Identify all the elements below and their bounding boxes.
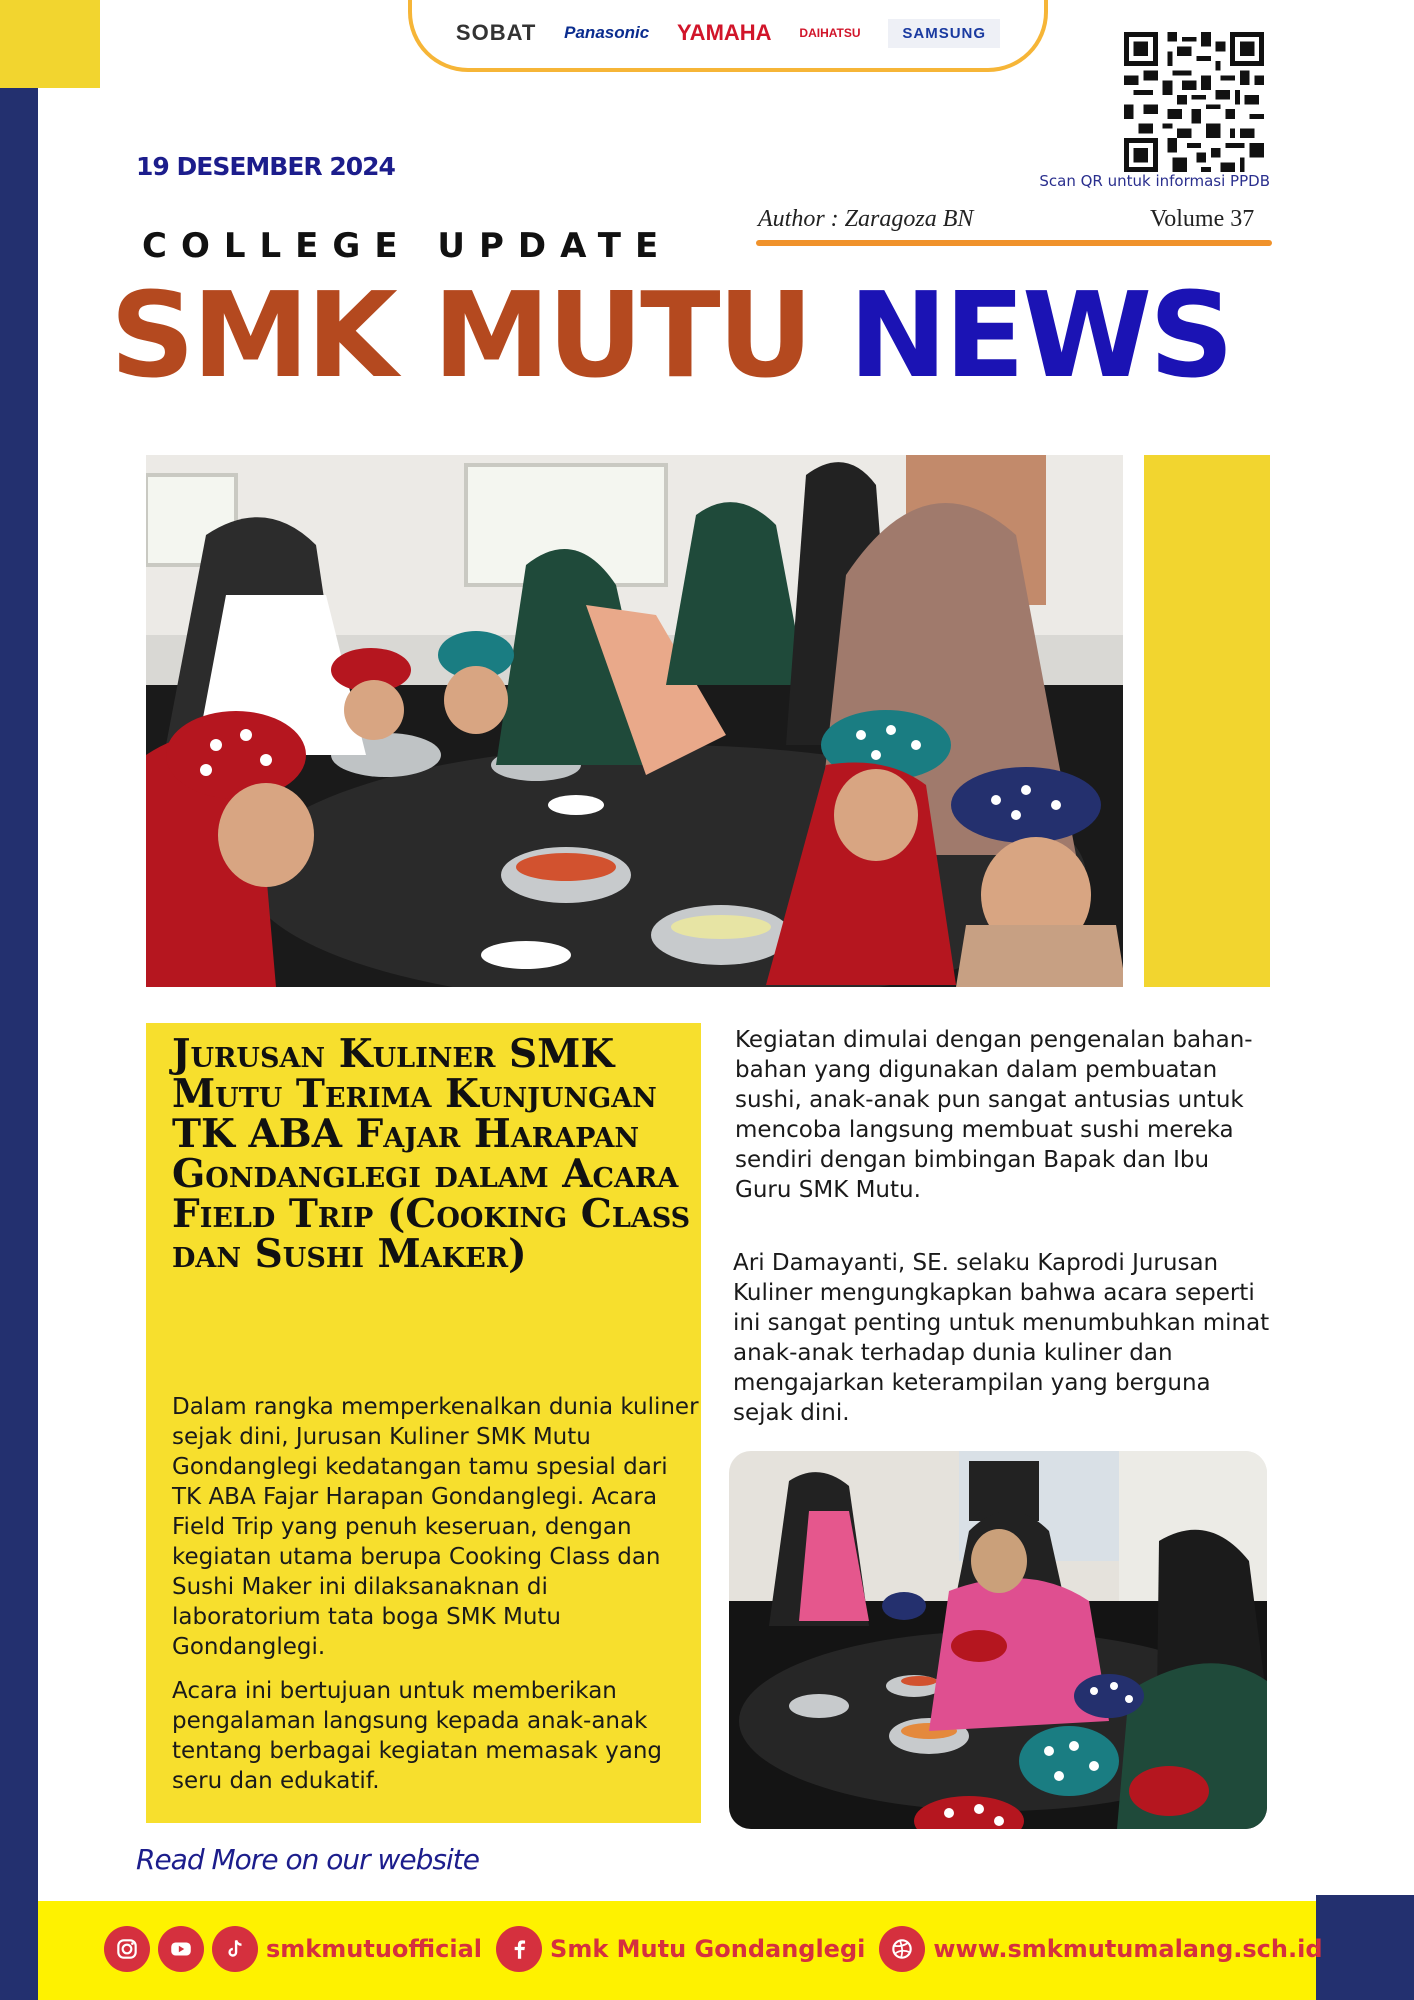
website-url[interactable]: www.smkmutumalang.sch.id (933, 1935, 1323, 1963)
masthead-smk-mutu: SMK MUTU (110, 266, 811, 404)
main-photo-cooking-class (146, 455, 1123, 987)
sponsor-strip (408, 0, 1048, 72)
sponsor-panasonic-logo: Panasonic (564, 23, 650, 42)
sponsor-samsung-logo: SAMSUNG (888, 19, 1000, 48)
qr-code[interactable] (1124, 32, 1264, 172)
footer-contact-row (104, 1921, 1337, 1977)
kicker-college-update: COLLEGE UPDATE (142, 226, 673, 266)
left-navy-bar (0, 88, 38, 2000)
article-headline: Jurusan Kuliner SMK Mutu Terima Kunjungan TK ABA Fajar Harapan Gondanglegi dalam Acara Field Trip (Cooking Class dan Sushi Maker) (172, 1031, 691, 1277)
sponsor-daihatsu-logo: DAIHATSU (799, 26, 861, 40)
youtube-icon[interactable] (158, 1926, 204, 1972)
secondary-photo-sushi-making (729, 1451, 1267, 1829)
social-handle[interactable]: smkmutuofficial (266, 1935, 483, 1963)
facebook-page[interactable]: Smk Mutu Gondanglegi (550, 1935, 866, 1963)
globe-icon[interactable] (879, 1926, 925, 1972)
sponsor-yamaha-logo: YAMAHA (677, 20, 772, 45)
tiktok-icon[interactable] (212, 1926, 258, 1972)
article-paragraph-2: Acara ini bertujuan untuk memberikan pengalaman langsung kepada anak-anak tentang berbagai kegiatan memasak yang seru dan edukatif. (172, 1678, 663, 1794)
sponsor-sobat-logo: SOBAT (455, 20, 537, 45)
instagram-icon[interactable] (104, 1926, 150, 1972)
qr-caption: Scan QR untuk informasi PPDB (1039, 172, 1270, 190)
article-paragraph-3: Kegiatan dimulai dengan pengenalan bahan-bahan yang digunakan dalam pembuatan sushi, anak-anak pun sangat antusias untuk mencoba langsung membuat sushi mereka sendiri dengan bimbingan Bapak dan Ibu Guru SMK Mutu. (735, 1027, 1253, 1203)
issue-date: 19 DESEMBER 2024 (136, 152, 395, 181)
article-paragraph-4: Ari Damayanti, SE. selaku Kaprodi Jurusan Kuliner mengungkapkan bahwa acara seperti ini sangat penting untuk menumbuhkan minat anak-anak terhadap dunia kuliner dan mengajarkan keterampilan yang berguna sejak dini. (733, 1250, 1270, 1426)
author-underline (756, 240, 1272, 246)
article-paragraph-1: Dalam rangka memperkenalkan dunia kuliner sejak dini, Jurusan Kuliner SMK Mutu Gondanglegi kedatangan tamu spesial dari TK ABA Fajar Harapan Gondanglegi. Acara Field Trip yang penuh keseruan, dengan kegiatan utama berupa Cooking Class dan Sushi Maker ini dilaksanaknan di laboratorium tata boga SMK Mutu Gondanglegi. (172, 1394, 699, 1660)
facebook-icon[interactable] (496, 1926, 542, 1972)
read-more-link[interactable]: Read More on our website (136, 1843, 479, 1876)
yellow-corner-block (0, 0, 100, 88)
photo-accent-yellow-bar (1144, 455, 1270, 987)
masthead-title (110, 266, 1310, 404)
masthead-news: NEWS (848, 266, 1232, 404)
author-line: Author : Zaragoza BN (758, 206, 974, 232)
volume-number: Volume 37 (1150, 206, 1255, 232)
